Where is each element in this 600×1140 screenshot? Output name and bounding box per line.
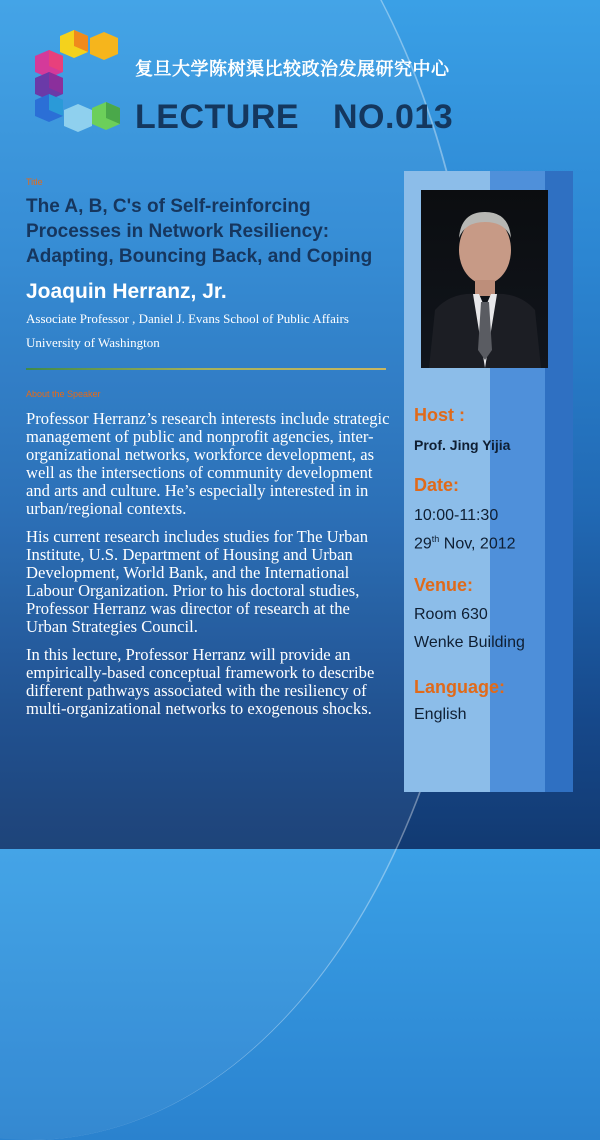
date-day: 29: [414, 535, 432, 553]
about-section-label: About the Speaker: [26, 389, 101, 399]
divider: [26, 368, 386, 370]
date-month-year: Nov, 2012: [439, 535, 516, 553]
org-title: 复旦大学陈树渠比较政治发展研究中心: [135, 59, 450, 80]
time-text: 10:00-11:30: [414, 507, 499, 524]
title-section-label: Title: [26, 177, 43, 187]
speaker-university: University of Washington: [26, 335, 160, 350]
speaker-affiliation: Associate Professor , Daniel J. Evans School of Public Affairs: [26, 311, 349, 326]
bio-paragraph: His current research includes studies for The Urban Institute, U.S. Department of Housing and Urban Development, World Bank, and the International Labour Organization. Prior to his doctoral studies, Professor Herranz was director of research at the Urban Strategies Council.: [26, 527, 369, 636]
venue-room: Room 630: [414, 606, 488, 623]
host-name: Prof. Jing Yijia: [414, 437, 511, 453]
speaker-photo: [421, 190, 548, 368]
date-label: Date:: [414, 475, 460, 495]
venue-label: Venue:: [414, 575, 474, 595]
bio-paragraph: Professor Herranz’s research interests include strategic management of public and nonprofit agencies, inter-organizational networks, workforce development, as well as the intersections of community development and arts and culture. He’s especially interested in in urban/regional contexts.: [26, 409, 390, 518]
info-panel-edge: [545, 171, 573, 792]
center-logo: [30, 28, 125, 148]
host-label: Host :: [414, 405, 465, 425]
lecture-title: LECTURE NO.013: [135, 98, 454, 136]
language-text: English: [414, 706, 467, 723]
date-ordinal-suffix: th: [431, 534, 440, 544]
date-text: [414, 534, 516, 553]
speaker-bio: [26, 410, 391, 728]
speaker-name: Joaquin Herranz, Jr.: [26, 280, 227, 303]
language-label: Language:: [414, 677, 506, 697]
talk-title: The A, B, C's of Self-reinforcing Processes in Network Resiliency: Adapting, Bouncing Back, and Coping: [26, 196, 373, 267]
venue-building: Wenke Building: [414, 634, 525, 651]
bio-paragraph: In this lecture, Professor Herranz will provide an empirically-based conceptual framework to describe different pathways associated with the resiliency of multi-organizational networks to exogenous shocks.: [26, 645, 375, 718]
